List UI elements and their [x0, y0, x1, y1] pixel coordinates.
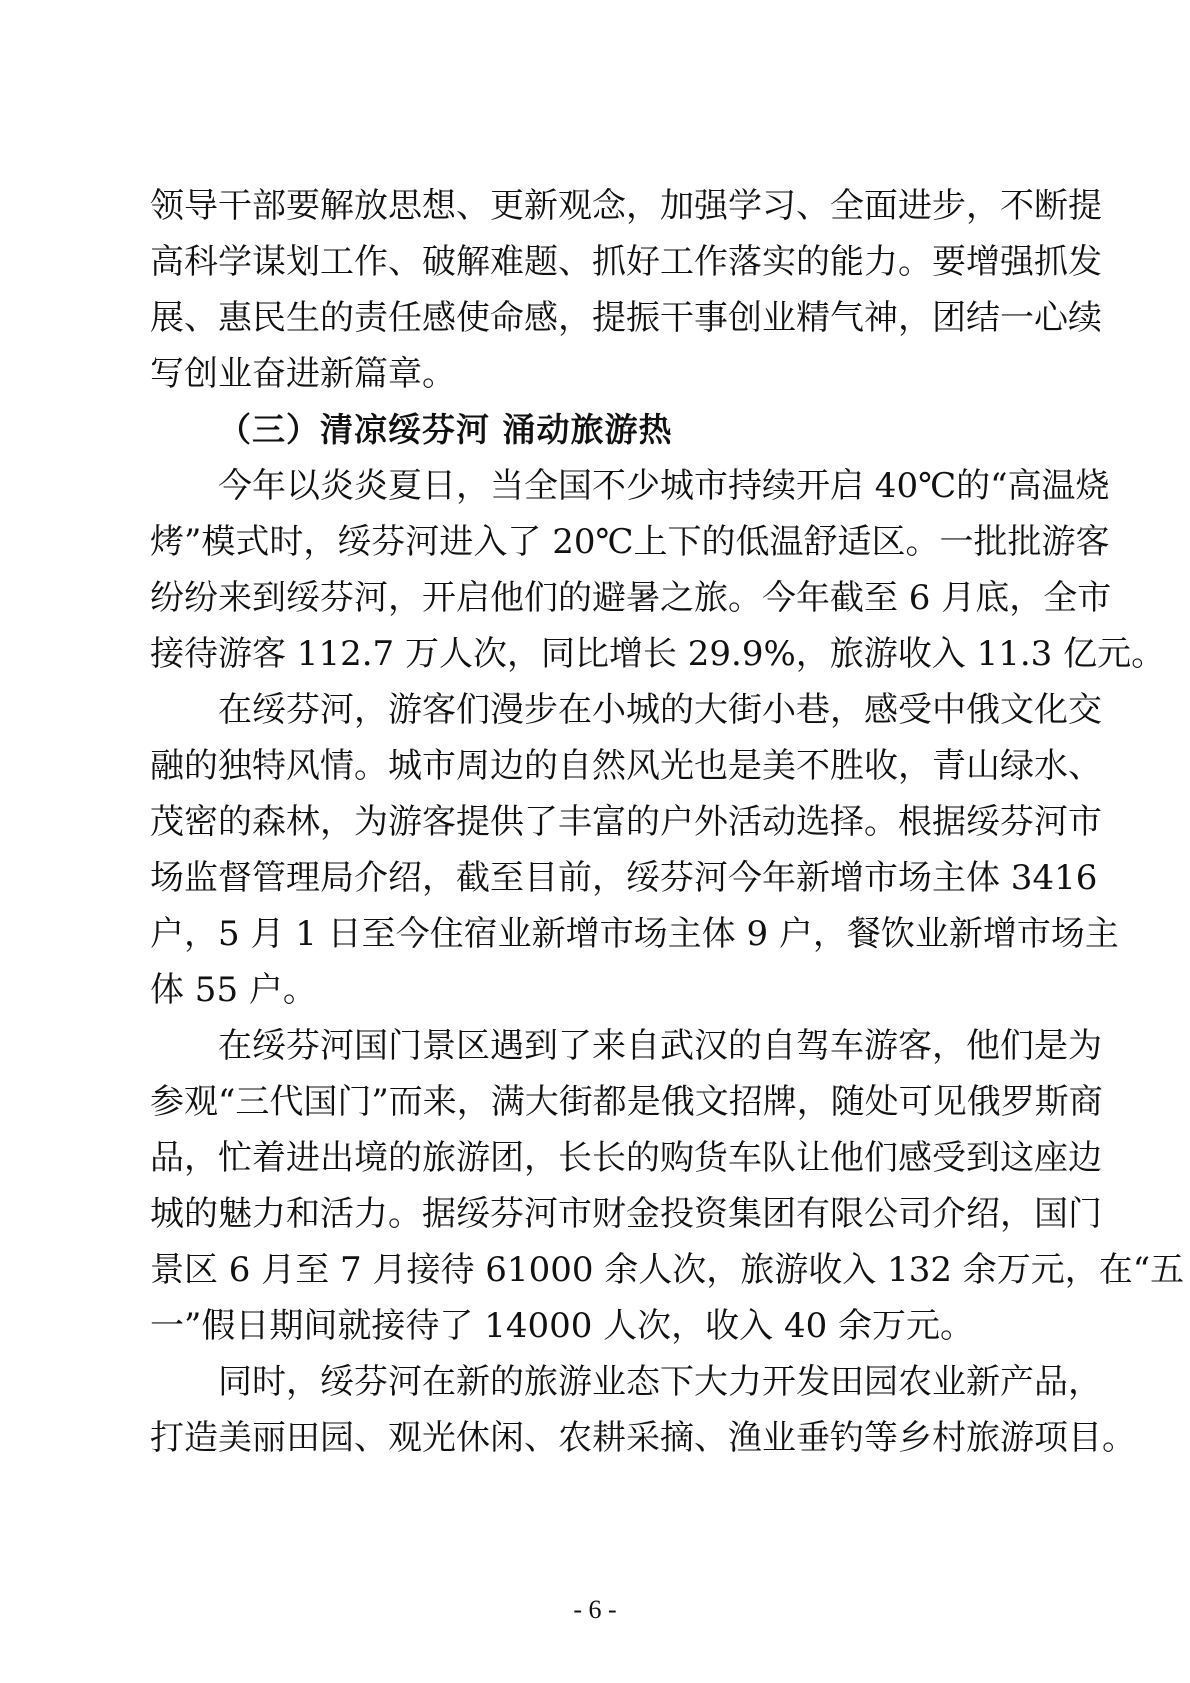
text-line: 领导干部要解放思想、更新观念，加强学习、全面进步，不断提: [150, 186, 1102, 226]
text-line: 写创业奋进新篇章。: [150, 354, 456, 394]
text-line: 景区 6 月至 7 月接待 61000 余人次，旅游收入 132 余万元，在“五: [150, 1250, 1185, 1290]
paragraph: [150, 1354, 1136, 1466]
text-line: 纷纷来到绥芬河，开启他们的避暑之旅。今年截至 6 月底，全市: [150, 578, 1112, 618]
text-line: 在绥芬河，游客们漫步在小城的大街小巷，感受中俄文化交: [218, 690, 1102, 730]
text-line: 融的独特风情。城市周边的自然风光也是美不胜收，青山绿水、: [150, 746, 1102, 786]
text-line: 烤”模式时，绥芬河进入了 20℃上下的低温舒适区。一批批游客: [150, 522, 1110, 562]
paragraph: [150, 178, 1102, 402]
text-line: 茂密的森林，为游客提供了丰富的户外活动选择。根据绥芬河市: [150, 802, 1102, 842]
text-line: 户，5 月 1 日至今住宿业新增市场主体 9 户，餐饮业新增市场主: [150, 914, 1119, 954]
text-line: 展、惠民生的责任感使命感，提振干事创业精气神，团结一心续: [150, 298, 1102, 338]
paragraph: [150, 682, 1119, 1018]
text-line: 参观“三代国门”而来，满大街都是俄文招牌，随处可见俄罗斯商: [150, 1082, 1103, 1122]
text-line: 体 55 户。: [150, 970, 317, 1010]
text-line: 同时，绥芬河在新的旅游业态下大力开发田园农业新产品，: [218, 1362, 1102, 1402]
text-line: 场监督管理局介绍，截至目前，绥芬河今年新增市场主体 3416: [150, 858, 1098, 898]
text-line: 一”假日期间就接待了 14000 人次，收入 40 余万元。: [150, 1306, 975, 1346]
text-line: 打造美丽田园、观光休闲、农耕采摘、渔业垂钓等乡村旅游项目。: [150, 1418, 1136, 1458]
text-line: 在绥芬河国门景区遇到了来自武汉的自驾车游客，他们是为: [218, 1026, 1102, 1066]
document-body: [150, 178, 1185, 1466]
text-line: 接待游客 112.7 万人次，同比增长 29.9%，旅游收入 11.3 亿元。: [150, 634, 1166, 674]
text-line: 城的魅力和活力。据绥芬河市财金投资集团有限公司介绍，国门: [150, 1194, 1102, 1234]
text-line: 高科学谋划工作、破解难题、抓好工作落实的能力。要增强抓发: [150, 242, 1102, 282]
paragraph: [150, 1018, 1185, 1354]
text-line: 品，忙着进出境的旅游团，长长的购货车队让他们感受到这座边: [150, 1138, 1102, 1178]
text-line: 今年以炎炎夏日，当全国不少城市持续开启 40℃的“高温烧: [218, 466, 1110, 506]
paragraph: [150, 458, 1166, 682]
section-heading: （三）清凉绥芬河 涌动旅游热: [218, 410, 673, 449]
page-number: - 6 -: [573, 1595, 617, 1624]
